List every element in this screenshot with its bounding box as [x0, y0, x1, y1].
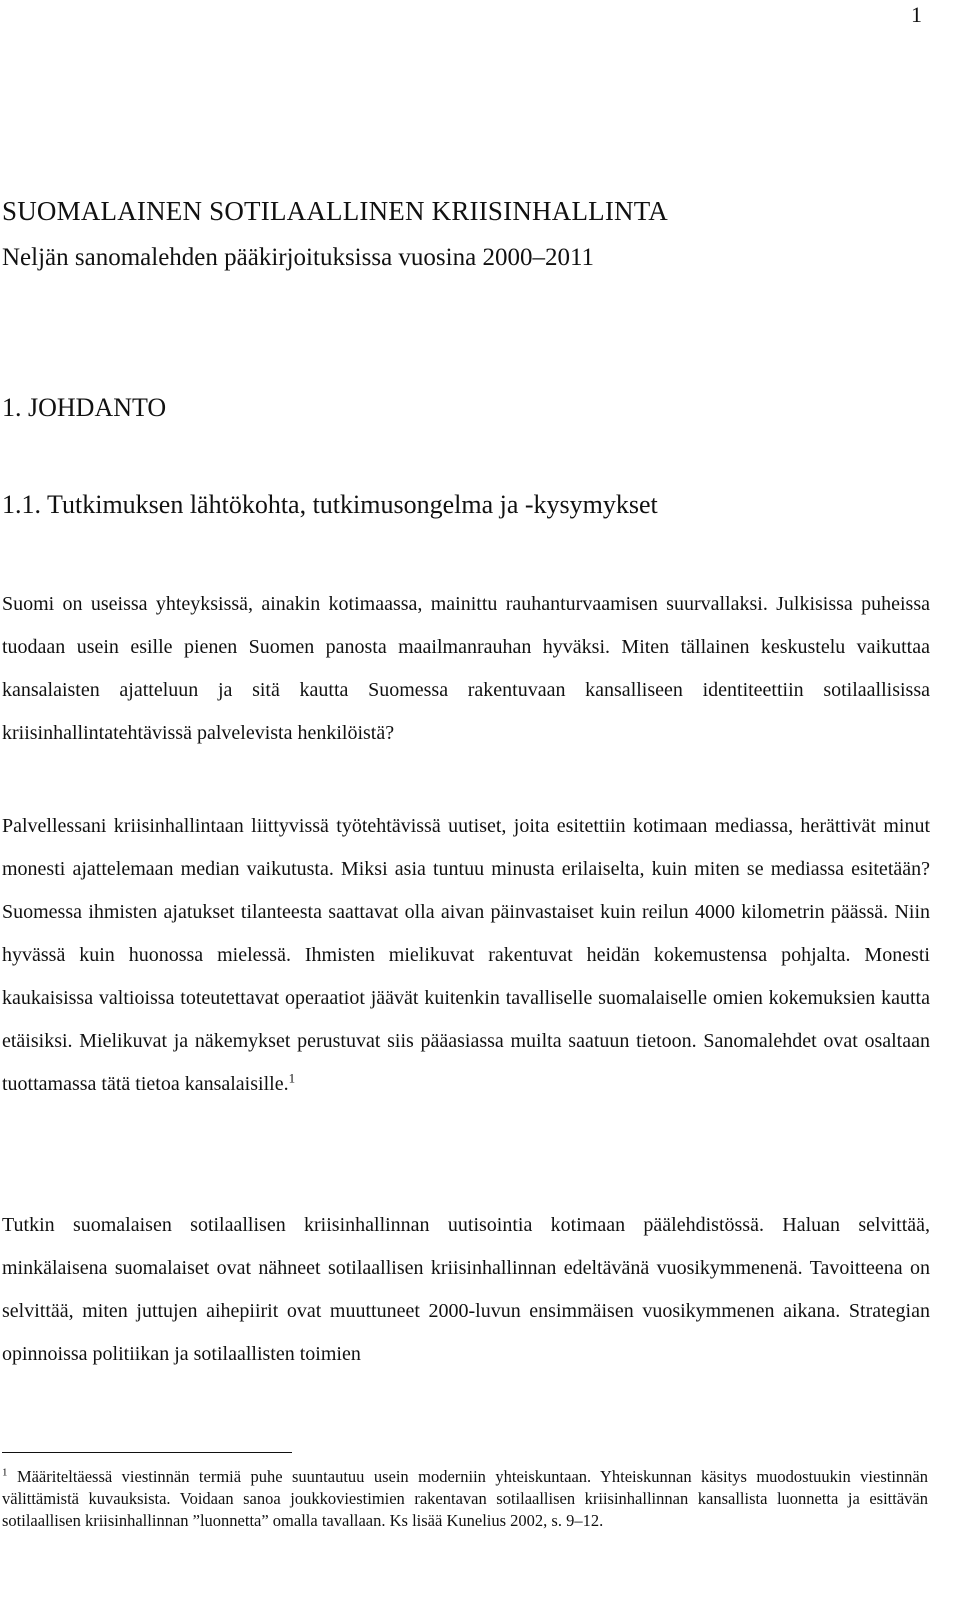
paragraph-2	[2, 805, 930, 1106]
paragraph-1: Suomi on useissa yhteyksissä, ainakin kotimaassa, mainittu rauhanturvaamisen suurvallaksi. Julkisissa puheissa tuodaan usein esille pienen Suomen panosta maailmanrauhan hyväksi. Miten tällainen keskustelu vaikuttaa kansalaisten ajatteluun ja sitä kautta Suomessa rakentuvaan kansalliseen identiteettiin sotilaallisissa kriisinhallintatehtävissä palvelevista henkilöistä?	[2, 593, 930, 744]
page-number: 1	[911, 2, 922, 27]
section-heading: 1.1. Tutkimuksen lähtökohta, tutkimusongelma ja -kysymykset	[2, 490, 658, 519]
document-title: SUOMALAINEN SOTILAALLINEN KRIISINHALLINTA	[2, 196, 668, 226]
chapter-heading: 1. JOHDANTO	[2, 393, 167, 422]
footnote-mark: 1	[2, 1466, 8, 1479]
footnote-reference[interactable]: 1	[288, 1070, 296, 1086]
document-subtitle: Neljän sanomalehden pääkirjoituksissa vuosina 2000–2011	[2, 244, 595, 271]
footnote-text: Määriteltäessä viestinnän termiä puhe suuntautuu usein moderniin yhteiskuntaan. Yhteiskunnan käsitys muodostuukin viestinnän välittämistä kuvauksista. Voidaan sanoa joukkoviestimien rakentavan sotilaallisen kriisinhallinnan kansallista luonnetta ja esittävän sotilaallisen kriisinhallinnan ”luonnetta” omalla tavallaan. Ks lisää Kunelius 2002, s. 9–12.	[2, 1467, 928, 1530]
paragraph-2-text: Palvellessani kriisinhallintaan liittyvissä työtehtävissä uutiset, joita esitettiin kotimaan mediassa, herättivät minut monesti ajattelemaan median vaikutusta. Miksi asia tuntuu minusta erilaiselta, kuin miten se mediassa esitetään? Suomessa ihmisten ajatukset tilanteesta saattavat olla aivan päinvastaiset kuin reilun 4000 kilometrin päässä. Niin hyvässä kuin huonossa mielessä. Ihmisten mielikuvat rakentuvat heidän kokemustensa pohjalta. Monesti kaukaisissa valtioissa toteutettavat operaatiot jäävät kuitenkin tavalliselle suomalaiselle omien kokemuksien kautta etäisiksi. Mielikuvat ja näkemykset perustuvat siis pääasiassa muilta saatuun tietoon. Sanomalehdet ovat osaltaan tuottamassa tätä tietoa kansalaisille.	[2, 815, 930, 1095]
footnote	[2, 1466, 928, 1532]
footnote-divider	[2, 1452, 292, 1453]
paragraph-3: Tutkin suomalaisen sotilaallisen kriisinhallinnan uutisointia kotimaan päälehdistössä. Haluan selvittää, minkälaisena suomalaiset ovat nähneet sotilaallisen kriisinhallinnan edeltävänä vuosikymmenenä. Tavoitteena on selvittää, miten juttujen aihepiirit ovat muuttuneet 2000-luvun ensimmäisen vuosikymmenen aikana. Strategian opinnoissa politiikan ja sotilaallisten toimien	[2, 1214, 930, 1365]
